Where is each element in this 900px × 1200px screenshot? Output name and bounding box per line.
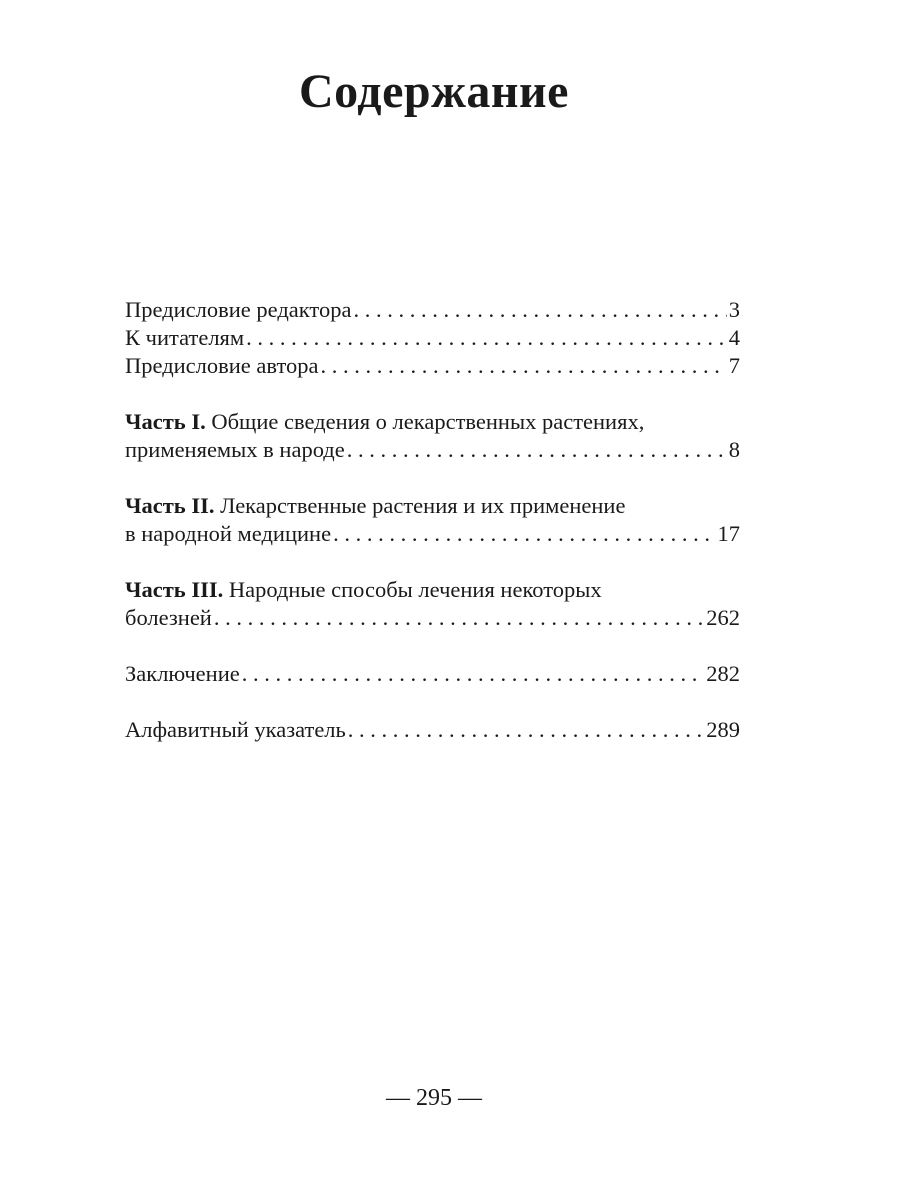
dot-leader: [348, 716, 704, 744]
toc-entry-title: Алфавитный указатель: [125, 717, 346, 742]
toc-part-title-line1: Общие сведения о лекарственных растениях,: [211, 409, 645, 434]
toc-part-title-line1: Народные способы лечения некоторых: [228, 577, 602, 602]
toc-entry-part-1[interactable]: [125, 408, 740, 464]
toc-entry-editor-preface[interactable]: [125, 296, 740, 324]
toc-entry-page: 17: [717, 521, 740, 546]
toc-part-second-line: [125, 520, 740, 548]
toc-entry-page: 262: [706, 605, 740, 630]
toc-entry-author-preface[interactable]: [125, 352, 740, 380]
toc-entry-to-readers[interactable]: [125, 324, 740, 352]
toc-part-label: Часть II.: [125, 493, 215, 518]
toc-entry-index[interactable]: [125, 716, 740, 744]
toc-part-first-line: [125, 492, 740, 520]
toc-entry-part-2[interactable]: [125, 492, 740, 548]
dot-leader: [321, 352, 727, 380]
page-title: Содержание: [299, 65, 569, 118]
dot-leader: [246, 324, 727, 352]
toc-part-second-line: [125, 604, 740, 632]
toc-part-second-line: [125, 436, 740, 464]
toc-part-title-line2: в народной медицине: [125, 521, 332, 546]
toc-part-first-line: [125, 576, 740, 604]
toc-part-first-line: [125, 408, 740, 436]
toc-entry-page: 3: [728, 297, 740, 322]
toc-entry-title: Заключение: [125, 661, 240, 686]
dot-leader: [333, 520, 715, 548]
toc-entry-page: 289: [706, 717, 740, 742]
dot-leader: [214, 604, 704, 632]
toc-part-label: Часть III.: [125, 577, 224, 602]
page-number: — 295 —: [386, 1085, 482, 1111]
toc-entry-title: К читателям: [125, 325, 245, 350]
toc-entry-page: 4: [728, 325, 740, 350]
toc-part-title-line2: болезней: [125, 605, 212, 630]
toc-entry-page: 8: [728, 437, 740, 462]
toc-entry-title: Предисловие автора: [125, 353, 319, 378]
dot-leader: [242, 660, 705, 688]
dot-leader: [347, 436, 727, 464]
toc-entry-title: Предисловие редактора: [125, 297, 352, 322]
toc-part-title-line2: применяемых в народе: [125, 437, 345, 462]
toc-entry-conclusion[interactable]: [125, 660, 740, 688]
toc-entry-page: 7: [728, 353, 740, 378]
toc-part-title-line1: Лекарственные растения и их применение: [220, 493, 626, 518]
dot-leader: [353, 296, 726, 324]
table-of-contents: [125, 296, 740, 744]
toc-entry-part-3[interactable]: [125, 576, 740, 632]
toc-part-label: Часть I.: [125, 409, 206, 434]
toc-entry-page: 282: [706, 661, 740, 686]
